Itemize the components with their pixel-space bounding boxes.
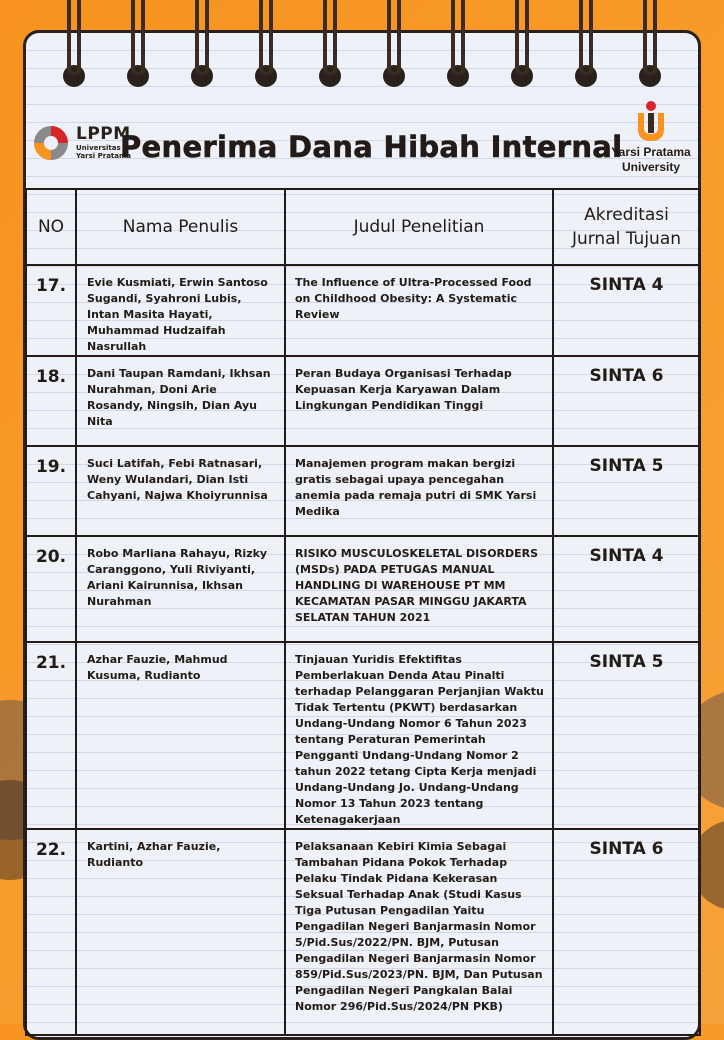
spiral-ring [195, 0, 209, 76]
spiral-ring [451, 0, 465, 76]
row-accreditation: SINTA 4 [553, 265, 700, 356]
row-authors: Suci Latifah, Febi Ratnasari, Weny Wulandari, Dian Isti Cahyani, Najwa Khoiyrunnisa [76, 446, 285, 536]
spiral-ring [643, 0, 657, 76]
table-row [26, 265, 700, 356]
column-header-authors: Nama Penulis [76, 189, 285, 265]
table-row [26, 446, 700, 536]
page-header [24, 100, 700, 185]
column-header-no: NO [26, 189, 76, 265]
lppm-subtitle-line: Yarsi Pratama [76, 152, 131, 160]
university-name-line: Yarsi Pratama [611, 145, 691, 159]
lppm-name: LPPM [76, 124, 131, 144]
row-research-title: RISIKO MUSCULOSKELETAL DISORDERS (MSDs) PADA PETUGAS MANUAL HANDLING DI WAREHOUSE PT MM KECAMATAN PASAR MINGGU JAKARTA SELATAN TAHUN 2021 [285, 536, 553, 642]
grant-recipients-table [25, 188, 701, 1036]
spiral-ring [131, 0, 145, 76]
row-authors: Azhar Fauzie, Mahmud Kusuma, Rudianto [76, 642, 285, 829]
row-accreditation: SINTA 5 [553, 642, 700, 829]
table-row [26, 356, 700, 446]
row-authors: Evie Kusmiati, Erwin Santoso Sugandi, Syahroni Lubis, Intan Masita Hayati, Muhammad Hudzaifah Nasrullah [76, 265, 285, 356]
column-header-accreditation-line: Jurnal Tujuan [571, 229, 682, 249]
lppm-subtitle-line: Universitas [76, 144, 121, 152]
table-header-row [26, 189, 700, 265]
row-accreditation: SINTA 6 [553, 829, 700, 1035]
column-header-accreditation-line: Akreditasi [584, 205, 669, 225]
column-header-accreditation [553, 189, 700, 265]
row-research-title: The Influence of Ultra-Processed Food on Childhood Obesity: A Systematic Review [285, 265, 553, 356]
spiral-ring [67, 0, 81, 76]
row-number: 20. [26, 536, 76, 642]
row-research-title: Tinjauan Yuridis Efektifitas Pemberlakuan Denda Atau Pinalti terhadap Pelanggaran Perjanjian Waktu Tidak Tertentu (PKWT) berdasarkan Undang-Undang Nomor 6 Tahun 2023 tentang Peraturan Pemerintah Pengganti Undang-Undang Nomor 2 tahun 2022 tetang Cipta Kerja menjadi Undang-Undang Jo. Undang-Undang Nomor 13 Tahun 2023 tentang Ketenagakerjaan [285, 642, 553, 829]
lppm-logo-icon [32, 124, 70, 162]
table-row [26, 829, 700, 1035]
row-accreditation: SINTA 6 [553, 356, 700, 446]
table-row [26, 536, 700, 642]
spiral-ring [387, 0, 401, 76]
column-header-title: Judul Penelitian [285, 189, 553, 265]
spiral-ring [579, 0, 593, 76]
row-number: 21. [26, 642, 76, 829]
row-research-title: Peran Budaya Organisasi Terhadap Kepuasan Kerja Karyawan Dalam Lingkungan Pendidikan Tinggi [285, 356, 553, 446]
spiral-ring [515, 0, 529, 76]
row-number: 17. [26, 265, 76, 356]
row-authors: Robo Marliana Rahayu, Rizky Caranggono, Yuli Riviyanti, Ariani Kairunnisa, Ikhsan Nurahman [76, 536, 285, 642]
spiral-ring [323, 0, 337, 76]
university-name-line: University [621, 160, 681, 174]
page-title: Penerima Dana Hibah Internal [120, 130, 623, 164]
row-research-title: Pelaksanaan Kebiri Kimia Sebagai Tambahan Pidana Pokok Terhadap Pelaku Tindak Pidana Kekerasan Seksual Terhadap Anak (Studi Kasus Tiga Putusan Pengadilan Yaitu Pengadilan Negeri Banjarmasin Nomor 5/Pid.Sus/2022/PN. BJM, Putusan Pengadilan Negeri Banjarmasin Nomor 859/Pid.Sus/2023/PN. BJM, Dan Putusan Pengadilan Negeri Pangkalan Balai Nomor 296/Pid.Sus/2024/PN PKB) [285, 829, 553, 1035]
row-number: 22. [26, 829, 76, 1035]
row-number: 19. [26, 446, 76, 536]
row-accreditation: SINTA 4 [553, 536, 700, 642]
row-research-title: Manajemen program makan bergizi gratis sebagai upaya pencegahan anemia pada remaja putri di SMK Yarsi Medika [285, 446, 553, 536]
table-row [26, 642, 700, 829]
spiral-ring [259, 0, 273, 76]
yarsi-logo [606, 100, 696, 180]
row-accreditation: SINTA 5 [553, 446, 700, 536]
row-number: 18. [26, 356, 76, 446]
yarsi-logo-icon [634, 100, 668, 144]
row-authors: Dani Taupan Ramdani, Ikhsan Nurahman, Doni Arie Rosandy, Ningsih, Dian Ayu Nita [76, 356, 285, 446]
row-authors: Kartini, Azhar Fauzie, Rudianto [76, 829, 285, 1035]
